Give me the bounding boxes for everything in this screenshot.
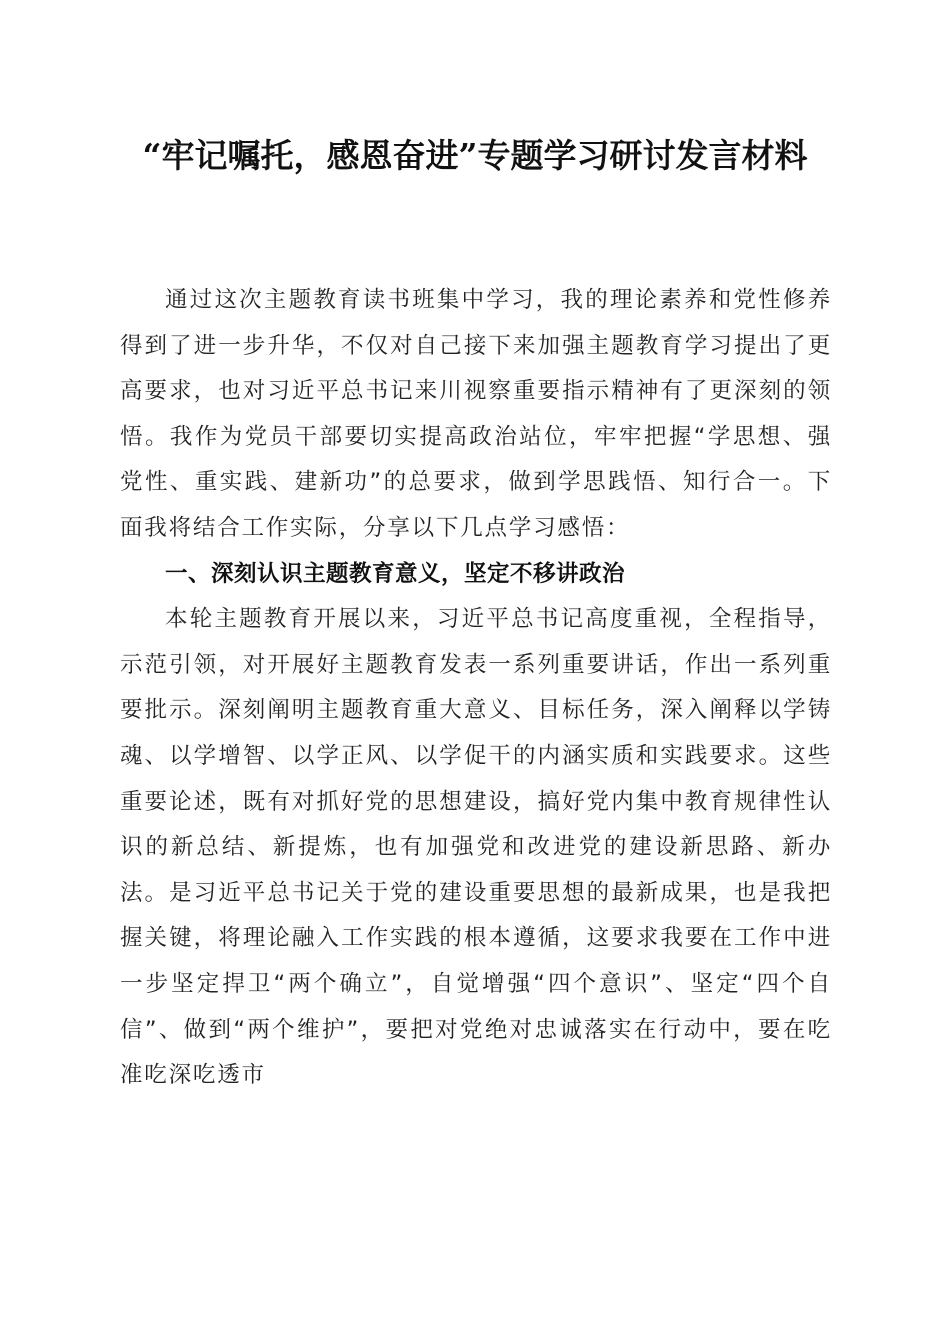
section-heading: 一、深刻认识主题教育意义，坚定不移讲政治 bbox=[165, 560, 626, 587]
intro-paragraph: 通过这次主题教育读书班集中学习，我的理论素养和党性修养得到了进一步升华，不仅对自己接下来加强主题教育学习提出了更高要求，也对习近平总书记来川视察重要指示精神有了更深刻的领悟。我作为党员干部要切实提高政治站位，牢牢把握“学思想、强党性、重实践、建新功”的总要求，做到学思践悟、知行合一。下面我将结合工作实际，分享以下几点学习感悟： bbox=[120, 287, 832, 541]
document-title: “牢记嘱托，感恩奋进”专题学习研讨发言材料 bbox=[142, 136, 808, 175]
document-body bbox=[120, 278, 832, 1099]
section-paragraph: 本轮主题教育开展以来，习近平总书记高度重视，全程指导，示范引领，对开展好主题教育发表一系列重要讲话，作出一系列重要批示。深刻阐明主题教育重大意义、目标任务，深入阐释以学铸魂、以学增智、以学正风、以学促干的内涵实质和实践要求。这些重要论述，既有对抓好党的思想建设，搞好党内集中教育规律性认识的新总结、新提炼，也有加强党和改进党的建设新思路、新办法。是习近平总书记关于党的建设重要思想的最新成果，也是我把握关键，将理论融入工作实践的根本遵循，这要求我要在工作中进一步坚定捍卫“两个确立”，自觉增强“四个意识”、坚定“四个自信”、做到“两个维护”，要把对党绝对忠诚落实在行动中，要在吃准吃深吃透市 bbox=[120, 606, 832, 1089]
